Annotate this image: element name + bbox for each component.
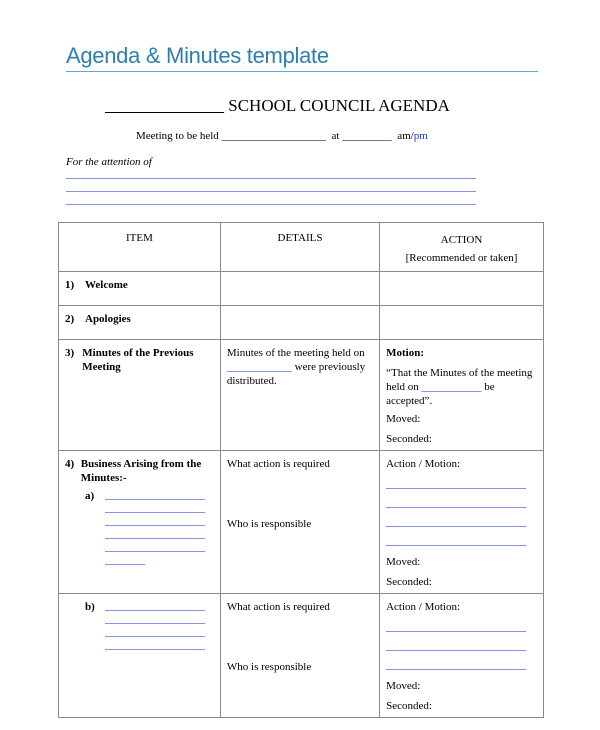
who-responsible-label: Who is responsible [226, 661, 312, 673]
attention-label: For the attention of [66, 156, 152, 168]
header-details [220, 223, 379, 272]
header-action-label: ACTION [440, 234, 483, 246]
action-motion-lines: ____________________________ ____________________________ ____________________________ ____________________________ [386, 479, 527, 547]
item-label: Minutes of the Previous Meeting [82, 347, 194, 373]
attention-lines: __________________________________________________________________________________ __________________________________________________________________________________ __________________________________________________________________________________ [66, 169, 476, 206]
item-label: Business Arising from the Minutes:- [80, 458, 202, 484]
header-details-label: DETAILS [277, 232, 323, 244]
item-cell [59, 272, 221, 306]
meeting-line-text: Meeting to be held ___________________ at _________ am/ [136, 130, 414, 142]
agenda-heading-text: SCHOOL COUNCIL AGENDA [228, 96, 450, 115]
item-cell [59, 594, 221, 718]
item-number: 3) [65, 347, 75, 359]
table-row [59, 340, 544, 451]
meeting-line [136, 130, 428, 142]
action-motion-label: Action / Motion: [386, 601, 461, 613]
what-action-label: What action is required [226, 601, 330, 613]
sub-item-b: b) [85, 601, 95, 613]
table-header-row [59, 223, 544, 272]
motion-text-end: be accepted”. [386, 381, 495, 407]
table-row [59, 451, 544, 594]
seconded-label: Seconded: [386, 576, 432, 588]
item-label: Welcome [85, 279, 128, 291]
moved-label: Moved: [386, 680, 421, 692]
action-cell [380, 451, 544, 594]
action-cell [380, 306, 544, 340]
seconded-label: Seconded: [386, 433, 432, 445]
moved-label: Moved: [386, 556, 421, 568]
sub-item-a: a) [85, 490, 95, 502]
what-action-label: What action is required [226, 458, 330, 470]
minutes-details-text: Minutes of the meeting held on [226, 347, 365, 359]
header-action-sub: [Recommended or taken] [405, 252, 518, 264]
moved-label: Moved: [386, 413, 421, 425]
item-number: 2) [65, 313, 75, 325]
item-number: 4) [65, 458, 75, 470]
action-motion-label: Action / Motion: [386, 458, 461, 470]
minutes-date-blank: _____________ [226, 362, 292, 373]
details-cell [220, 451, 379, 594]
details-cell [220, 272, 379, 306]
motion-label: Motion: [386, 347, 424, 359]
action-motion-lines: ____________________________ ____________________________ ____________________________ [386, 622, 527, 671]
pm-label: pm [413, 130, 428, 142]
motion-text: “That the Minutes of the meeting held on [386, 367, 533, 393]
details-cell [220, 306, 379, 340]
item-number: 1) [65, 279, 75, 291]
details-cell [220, 594, 379, 718]
minutes-details-text-end: were previously distributed. [226, 361, 366, 387]
details-cell [220, 340, 379, 451]
school-name-blank: ______________ [105, 96, 224, 115]
item-cell [59, 306, 221, 340]
seconded-label: Seconded: [386, 700, 432, 712]
header-item-label: ITEM [126, 232, 153, 244]
action-cell [380, 594, 544, 718]
action-cell [380, 272, 544, 306]
who-responsible-label: Who is responsible [226, 518, 312, 530]
agenda-table [58, 222, 544, 718]
motion-date-blank: ____________ [421, 382, 482, 393]
table-row [59, 272, 544, 306]
title-divider [66, 71, 538, 72]
item-label: Apologies [85, 313, 131, 325]
sub-item-b-lines: ____________________ ____________________ ____________________ ____________________ [105, 601, 205, 651]
table-row [59, 306, 544, 340]
table-row [59, 594, 544, 718]
item-cell [59, 340, 221, 451]
agenda-heading [105, 96, 450, 116]
header-item [59, 223, 221, 272]
header-action [380, 223, 544, 272]
action-cell [380, 340, 544, 451]
sub-item-a-lines: ____________________ ____________________ ____________________ ____________________ ____________________ ________ [105, 490, 205, 566]
item-cell [59, 451, 221, 594]
document-title: Agenda & Minutes template [66, 43, 329, 68]
